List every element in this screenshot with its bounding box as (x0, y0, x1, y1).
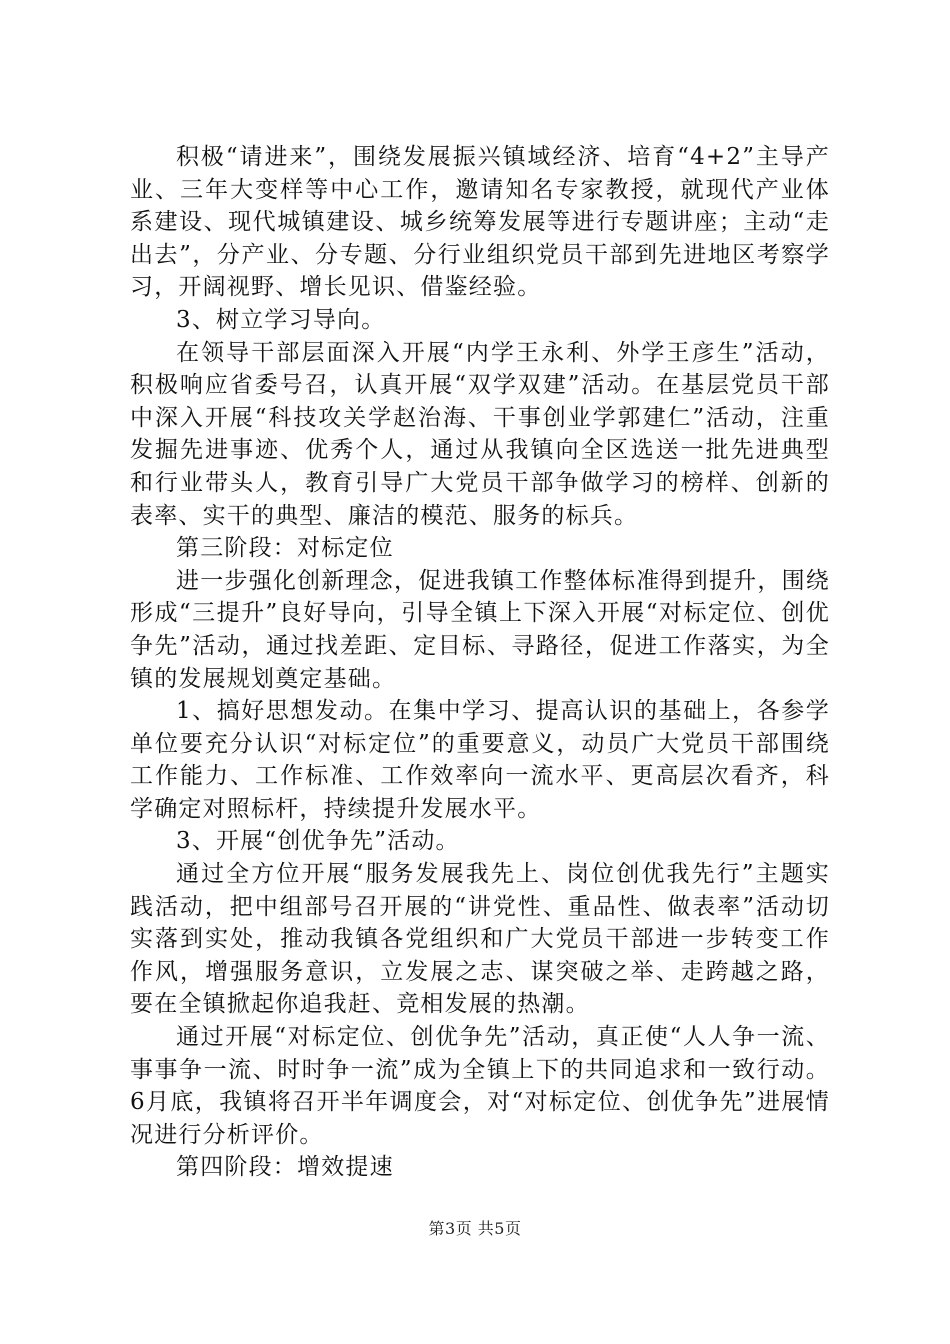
paragraph-evaluation: 通过开展“对标定位、创优争先”活动，真正使“人人争一流、事事争一流、时时争一流”成为全镇上下的共同追求和一致行动。6月底，我镇将召开半年调度会，对“对标定位、创优争先”进展情况进行分析评价。 (130, 1024, 830, 1148)
heading-stage-three: 第三阶段：对标定位 (176, 535, 394, 562)
paragraph-practice-activities: 通过全方位开展“服务发展我先上、岗位创优我先行”主题实践活动，把中组部号召开展的“讲党性、重品性、做表率”活动切实落到实处，推动我镇各党组织和广大党员干部进一步转变工作作风，增强服务意识，立发展之志、谋突破之举、走跨越之路，要在全镇掀起你追我赶、竞相发展的热潮。 (130, 861, 830, 1018)
heading-excellence-activity: 3、开展“创优争先”活动。 (176, 828, 460, 855)
paragraph-mobilization: 1、搞好思想发动。在集中学习、提高认识的基础上，各参学单位要充分认识“对标定位”的重要意义，动员广大党员干部围绕工作能力、工作标准、工作效率向一流水平、更高层次看齐，科学确定对照标杆，持续提升发展水平。 (130, 698, 830, 822)
heading-learning-orientation: 3、树立学习导向。 (176, 306, 386, 333)
paragraph-stage-three-intro: 进一步强化创新理念，促进我镇工作整体标准得到提升，围绕形成“三提升”良好导向，引导全镇上下深入开展“对标定位、创优争先”活动，通过找差距、定目标、寻路径，促进工作落实，为全镇的发展规划奠定基础。 (130, 567, 830, 692)
paragraph-learning-activities: 在领导干部层面深入开展“内学王永利、外学王彦生”活动，积极响应省委号召，认真开展“双学双建”活动。在基层党员干部中深入开展“科技攻关学赵治海、干事创业学郭建仁”活动，注重发掘先进事迹、优秀个人，通过从我镇向全区选送一批先进典型和行业带头人，教育引导广大党员干部争做学习的榜样、创新的表率、实干的典型、廉洁的模范、服务的标兵。 (130, 339, 830, 529)
heading-stage-four: 第四阶段：增效提速 (176, 1154, 394, 1181)
page-number: 第3页 共5页 (428, 1219, 522, 1238)
paragraph-invite-experts: 积极“请进来”，围绕发展振兴镇域经济、培育“4+2”主导产业、三年大变样等中心工作，邀请知名专家教授，就现代产业体系建设、现代城镇建设、城乡统筹发展等进行专题讲座；主动“走出去”，分产业、分专题、分行业组织党员干部到先进地区考察学习，开阔视野、增长见识、借鉴经验。 (130, 144, 830, 301)
document-body (130, 141, 830, 1184)
